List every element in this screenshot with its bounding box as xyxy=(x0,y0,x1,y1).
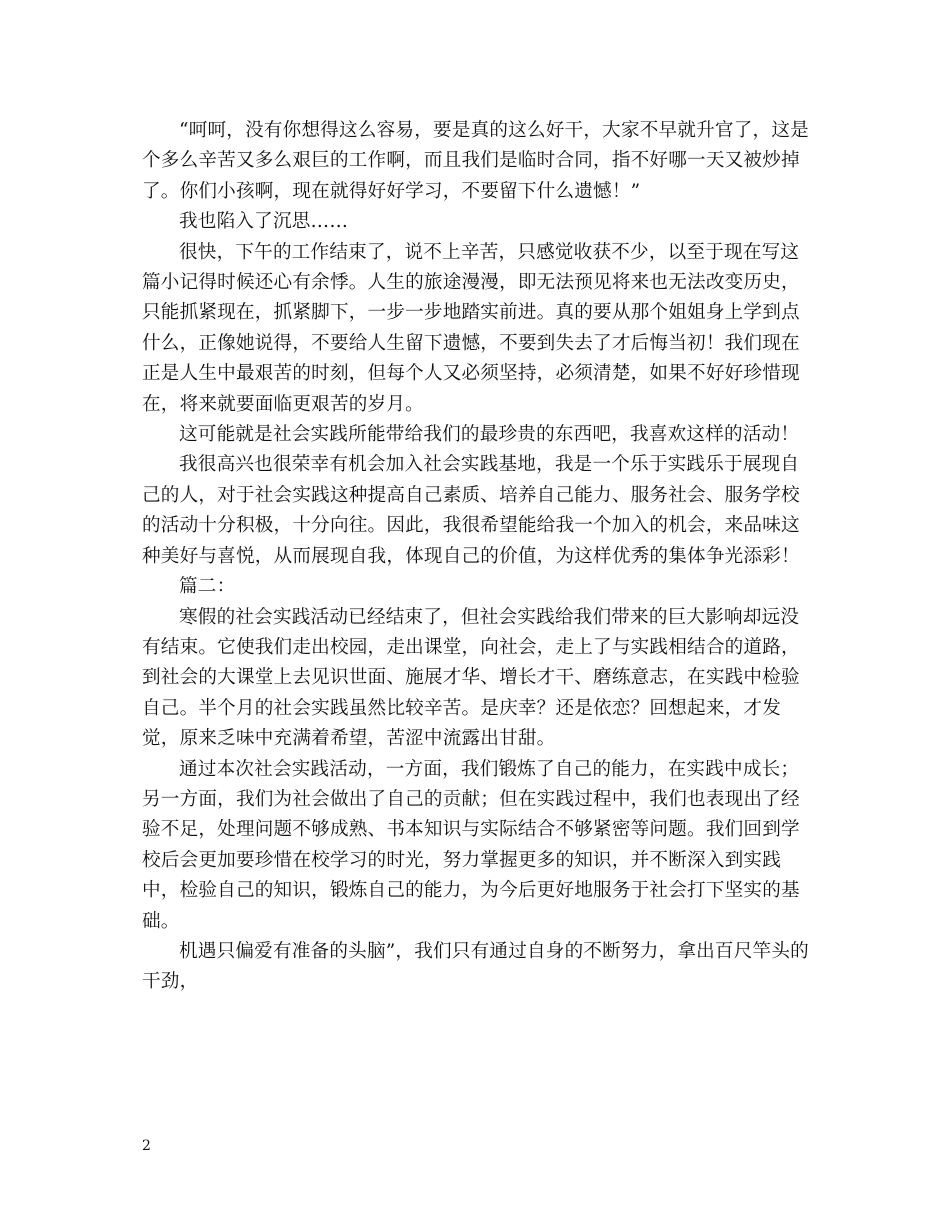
section-heading: 篇二： xyxy=(179,576,236,598)
paragraph-7: 通过本次社会实践活动，一方面，我们锻炼了自己的能力，在实践中成长；另一方面，我们为社会做出了自己的贡献；但在实践过程中，我们也表现出了经验不足，处理问题不够成熟、书本知识与实际结合不够紧密等问题。我们回到学校后会更加要珍惜在校学习的时光，努力掌握更多的知识，并不断深入到实践中，检验自己的知识，锻炼自己的能力，为今后更好地服务于社会打下坚实的基础。 xyxy=(142,758,800,932)
paragraph-3: 很快，下午的工作结束了，说不上辛苦，只感觉收获不少，以至于现在写这篇小记得时候还心有余悸。人生的旅途漫漫，即无法预见将来也无法改变历史，只能抓紧现在，抓紧脚下，一步一步地踏实前进。真的要从那个姐姐身上学到点什么，正像她说得，不要给人生留下遗憾，不要到失去了才后悔当初！我们现在正是人生中最艰苦的时刻，但每个人又必须坚持，必须清楚，如果不好好珍惜现在，将来就要面临更艰苦的岁月。 xyxy=(142,241,800,415)
paragraph-2: 我也陷入了沉思…… xyxy=(179,211,349,233)
page-number: 2 xyxy=(142,1138,151,1154)
paragraph-4: 这可能就是社会实践所能带给我们的最珍贵的东西吧，我喜欢这样的活动！ xyxy=(179,424,800,446)
document-body xyxy=(142,116,812,998)
paragraph-1: “呵呵，没有你想得这么容易，要是真的这么好干，大家不早就升官了，这是个多么辛苦又多么艰巨的工作啊，而且我们是临时合同，指不好哪一天又被炒掉了。你们小孩啊，现在就得好好学习，不要留下什么遗憾！” xyxy=(142,120,809,202)
paragraph-5: 我很高兴也很荣幸有机会加入社会实践基地，我是一个乐于实践乐于展现自己的人，对于社会实践这种提高自己素质、培养自己能力、服务社会、服务学校的活动十分积极，十分向往。因此，我很希望能给我一个加入的机会，来品味这种美好与喜悦，从而展现自我，体现自己的价值，为这样优秀的集体争光添彩！ xyxy=(142,454,800,567)
paragraph-8: 机遇只偏爱有准备的头脑”，我们只有通过自身的不断努力，拿出百尺竿头的干劲， xyxy=(142,940,809,993)
paragraph-6: 寒假的社会实践活动已经结束了，但社会实践给我们带来的巨大影响却远没有结束。它使我们走出校园，走出课堂，向社会，走上了与实践相结合的道路，到社会的大课堂上去见识世面、施展才华、增长才干、磨练意志，在实践中检验自己。半个月的社会实践虽然比较辛苦。是庆幸？还是依恋？回想起来，才发觉，原来乏味中充满着希望，苦涩中流露出甘甜。 xyxy=(142,606,800,750)
